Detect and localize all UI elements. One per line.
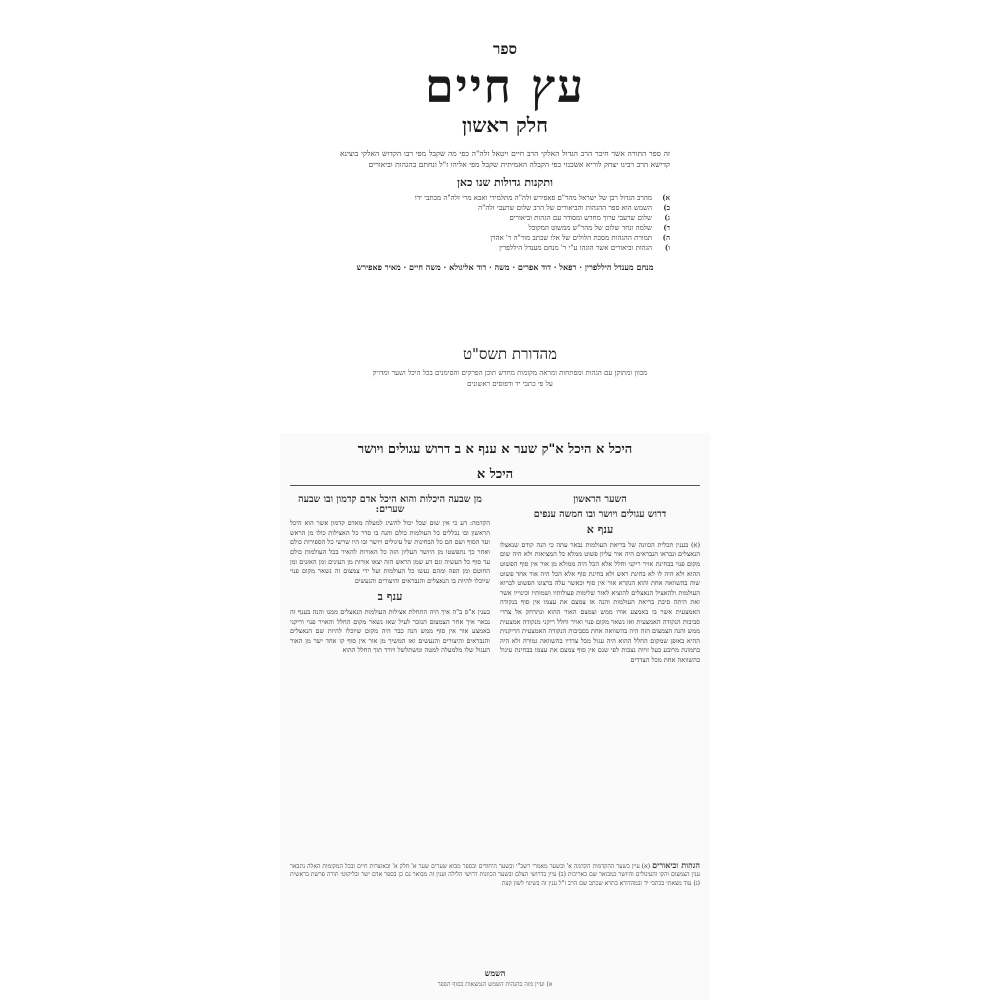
book-subtitle: חלק ראשון — [462, 113, 548, 137]
footnotes-text: (א) עיין בשער ההקדמות הקדמה א' ובשער מאמרי רשב"י ובשער היחודים ובספר מבוא שערים שער א' חלק א' ובאוצרות חיים ובכל המקומות האלה נתבאר ענין הצמצום והקו והעיגולים והיושר כמבואר שם באריכות (ב) עיין בדרושי הצלם ובשער הכוונות דרושי הלילה וענין זה מבואר גם כן בספר אדם ישר ובליקוטי תורה פרשת בראשית (ג) עוד מצאתי בכתבי יד ובמהדורא בתרא שכתב שם הרב ז"ל ענין זה בשינוי לשון קצת — [290, 863, 700, 887]
footnotes — [290, 861, 700, 888]
gate-title: השער הראשון — [573, 494, 627, 505]
branch-title: ענף א — [586, 523, 614, 537]
book-title: עץ חיים — [424, 59, 586, 113]
right-column — [500, 495, 700, 666]
list-item: ב) השמש הוא ספר ההגהות והביאורים של הרב שלום שרעבי זלה"ה — [478, 203, 670, 212]
hamash-note: א) ועיין מזה בהגהות השמש הנמצאות בסוף הספר — [437, 981, 553, 988]
edition-text: מכוון ומתוקן עם הגהות ומפתחות ומראה מקומות מחדש תוכן הפרקים והסימנים בכל היכל ושער ומדויק על פי כתבי יד ודפוסים ראשונים — [372, 369, 648, 388]
footnotes-label: הגהות וביאורים — [652, 860, 700, 870]
contents-list — [340, 193, 670, 253]
intro-paragraph: זה ספר התורה אשר חיבר הרב הגדול האלקי הרב חיים ויטאל זלה"ה כפי מה שקבל מפי רבו הקדוש האלקי בוצינא קדישא הרב רבינו יצחק לוריא אשכנזי כפי הקבלה האמיתית שקבל מפי אליהו ז"ל ונחתם בהגהות וביאורים — [340, 149, 670, 169]
left-column-text: הקדמה: דע כי אין שום שכל יכול להשיג למעלה מאדם קדמון אשר הוא היכל הראשון ובו נכללים כל העולמות כולם והנה בו סדר כל האצילות כולו מן הראש ועד הסוף ושם הם כל הבחינות של עיגולים ויושר ובו היו שרשי כל הספירות כולם ואחר כך נתפשטו מן היושר העליון הזה כל האורות להאיר בכל העולמות כולם עד סוף כל העשיה וגם דע שמן הראש הזה יצאו אורות מן העינים ומן האזנים ומן החוטם ומן הפה ומהם נעשו כל העולמות ועל ידי צמצום זה נשאר מקום פנוי שיוכלו להיות בו הנאצלים והנבראים והיצורים והנעשים — [289, 519, 490, 585]
left-column-text-2: בענין א"ס ב"ה איך היה התחלת אצילות העולמות הנאצלים ממנו והנה בענף זה נבאר איך אחר הצמצום הנזכר לעיל שאז נשאר מקום החלל והאויר פנוי וריקני באמצע אור אין סוף ממש הנה כבר היה מקום שיוכלו להיות שם הנאצלים והנבראים והיצורים והנעשים ואז המשיך מן אור אין סוף קו אחד ישר מן האור העגול שלו מלמעלה למטה ומשתלשל ויורד תוך החלל ההוא — [290, 607, 490, 655]
hamash-title: השמש — [484, 968, 506, 978]
branch-title: ענף ב — [377, 590, 403, 604]
gate-subtitle: דרוש עגולים ויושר ובו חמשה ענפים — [533, 508, 667, 520]
divider — [290, 485, 700, 486]
edition-title: מהדורת תשס"ט — [462, 345, 558, 363]
text-page — [280, 433, 710, 1000]
list-item: ד) שלמה ונחר שלום של מהר"ש ממשוט המקובל — [528, 223, 670, 232]
list-item: ו) הגהות וביאורים אשר הוגהו ע"י ר' מנחם מענדל היללפרין — [499, 243, 670, 252]
section-title: ותקנות גדולות שנו כאן — [457, 176, 553, 189]
list-item: א) מהרב הגדול רבן של ישראל מהר"ם פאפירש זלה"ה מתלמידי ואבא מרי זלה"ה מכתבי ידו — [414, 193, 670, 202]
heichal-title: היכל א — [476, 467, 514, 482]
editors-names: מנחם מענדל היללפרין · רפאל · דוד אפרים · משה · דוד אליגולא · משה חיים · מאיר פאפירש — [356, 262, 654, 272]
right-column-text: (א) בענין תכלית הכוונה של בריאת העולמות נבאר עתה כי הנה קודם שנאצלו הנאצלים ונבראו הנבראים היה אור עליון פשוט ממלא כל המציאות ולא היה שום מקום פנוי בבחינת אויר ריקני וחלל אלא הכל היה ממולא מן אור אין סוף הפשוט ההוא ולא היה לו לא בחינת ראש ולא בחינת סוף אלא הכל היה אור אחד פשוט שוה בהשוואה אחת והוא הנקרא אור אין סוף וכאשר עלה ברצונו הפשוט לברוא העולמות ולהאציל הנאצלים להוציא לאור שלימות פעולותיו ושמותיו וכינוייו אשר זאת היתה סיבת בריאת העולמות והנה אז צמצם את עצמו אין סוף בנקודה האמצעית אשר בו באמצע אורו ממש וצמצם האור ההוא ונתרחק אל צדדי סביבות הנקודה האמצעית ואז נשאר מקום פנוי ואויר וחלל ריקני מנקודה אמצעית ממש והנה הצמצום הזה היה בהשוואה אחת בסביבות הנקודה האמצעית הריקנית ההיא באופן שמקום החלל ההוא היה עגול מכל צדדיו בהשוואה גמורה ולא היה בתמונת מרובע בעל זויות נצבות לפי שגם אין סוף צמצם את עצמו בבחינת עיגול בהשוואה אחת מכל הצדדים — [500, 540, 700, 664]
edition-block — [370, 345, 650, 390]
sefer-label: ספר — [492, 40, 518, 58]
list-item: ג) שלום שרעבי ערוך מחדש ומסודר עם הגהות וביאורים — [509, 213, 670, 222]
page-header: היכל א היכל א"ק שער א ענף א ב דרוש עגולים ויושר — [357, 442, 633, 457]
left-column — [290, 495, 490, 656]
column-heading: מן שבעה היכלות והוא היכל אדם קדמון ובו שבעה שערים: — [298, 494, 482, 515]
list-item: ה) תמורת ההגהות מסכת הלולים של אלו שכתב מור"ה ר' אהרן — [490, 233, 670, 242]
